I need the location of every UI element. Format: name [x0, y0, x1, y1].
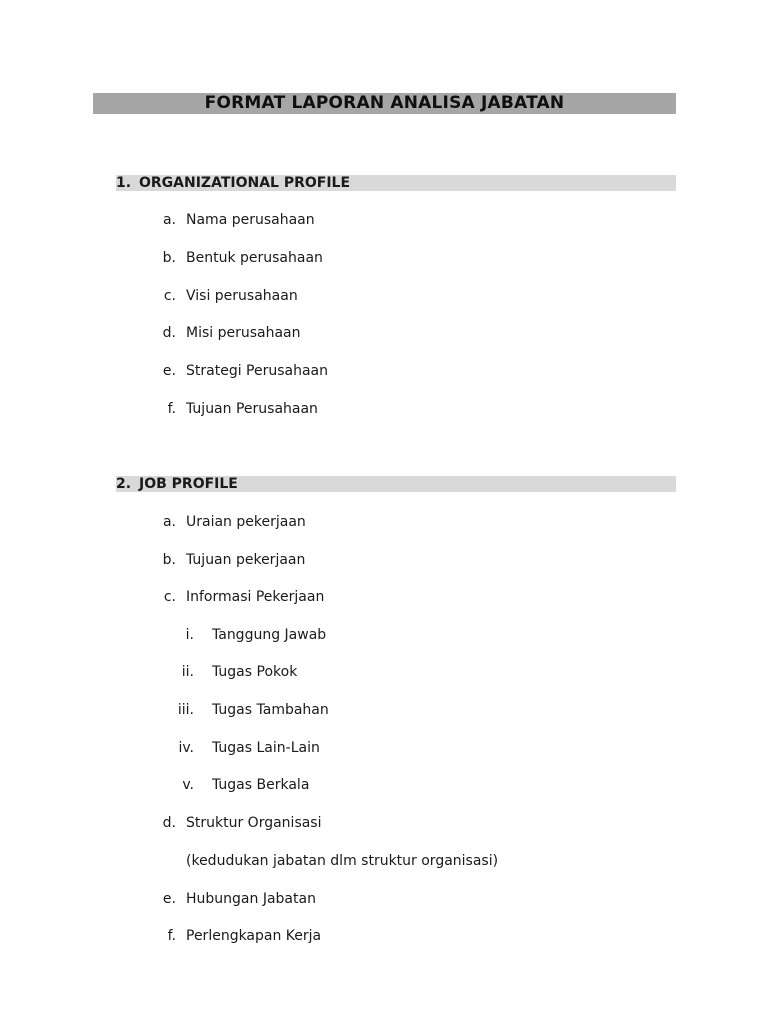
- section-2-item-a: Uraian pekerjaan: [186, 514, 306, 530]
- section-2-item-d: Struktur Organisasi: [186, 815, 322, 831]
- section-2-subitem-ii-marker: ii.: [181, 664, 194, 680]
- section-2-item-d-marker: d.: [162, 815, 176, 831]
- section-2-subitem-iv: Tugas Lain-Lain: [212, 740, 320, 756]
- section-2-title: JOB PROFILE: [139, 476, 238, 492]
- section-1-item-b: Bentuk perusahaan: [186, 250, 323, 266]
- section-1-item-a: Nama perusahaan: [186, 212, 315, 228]
- section-1-item-a-marker: a.: [162, 212, 176, 228]
- section-1-item-c-marker: c.: [163, 288, 176, 304]
- section-2-item-b: Tujuan pekerjaan: [186, 552, 306, 568]
- section-2-subitem-iii-marker: iii.: [177, 702, 194, 718]
- section-2-item-e-marker: e.: [162, 891, 176, 907]
- section-2-subitem-i-marker: i.: [185, 627, 194, 643]
- section-1-item-f-marker: f.: [167, 401, 176, 417]
- section-1-number: 1.: [116, 175, 132, 191]
- section-1-item-d-marker: d.: [162, 325, 176, 341]
- section-1-item-d: Misi perusahaan: [186, 325, 301, 341]
- section-1-title: ORGANIZATIONAL PROFILE: [139, 175, 351, 191]
- section-2-item-f: Perlengkapan Kerja: [186, 928, 322, 944]
- section-2-subitem-i: Tanggung Jawab: [212, 627, 327, 643]
- section-2-subitem-v-marker: v.: [182, 777, 194, 793]
- section-1-item-c: Visi perusahaan: [186, 288, 298, 304]
- section-2-item-f-marker: f.: [167, 928, 176, 944]
- section-2-note: (kedudukan jabatan dlm struktur organisasi): [186, 853, 499, 869]
- section-1-item-f: Tujuan Perusahaan: [186, 401, 318, 417]
- section-1-item-b-marker: b.: [162, 250, 176, 266]
- section-2-subitem-iii: Tugas Tambahan: [212, 702, 329, 718]
- section-2-item-a-marker: a.: [162, 514, 176, 530]
- section-1-item-e: Strategi Perusahaan: [186, 363, 329, 379]
- section-1-item-e-marker: e.: [162, 363, 176, 379]
- section-2-subitem-v: Tugas Berkala: [212, 777, 310, 793]
- section-2-item-e: Hubungan Jabatan: [186, 891, 316, 907]
- section-2-item-b-marker: b.: [162, 552, 176, 568]
- section-2-subitem-ii: Tugas Pokok: [212, 664, 298, 680]
- section-2-subitem-iv-marker: iv.: [178, 740, 194, 756]
- section-2-item-c: Informasi Pekerjaan: [186, 589, 325, 605]
- section-2-item-c-marker: c.: [163, 589, 176, 605]
- section-2-number: 2.: [116, 476, 132, 492]
- document-title: FORMAT LAPORAN ANALISA JABATAN: [204, 93, 565, 113]
